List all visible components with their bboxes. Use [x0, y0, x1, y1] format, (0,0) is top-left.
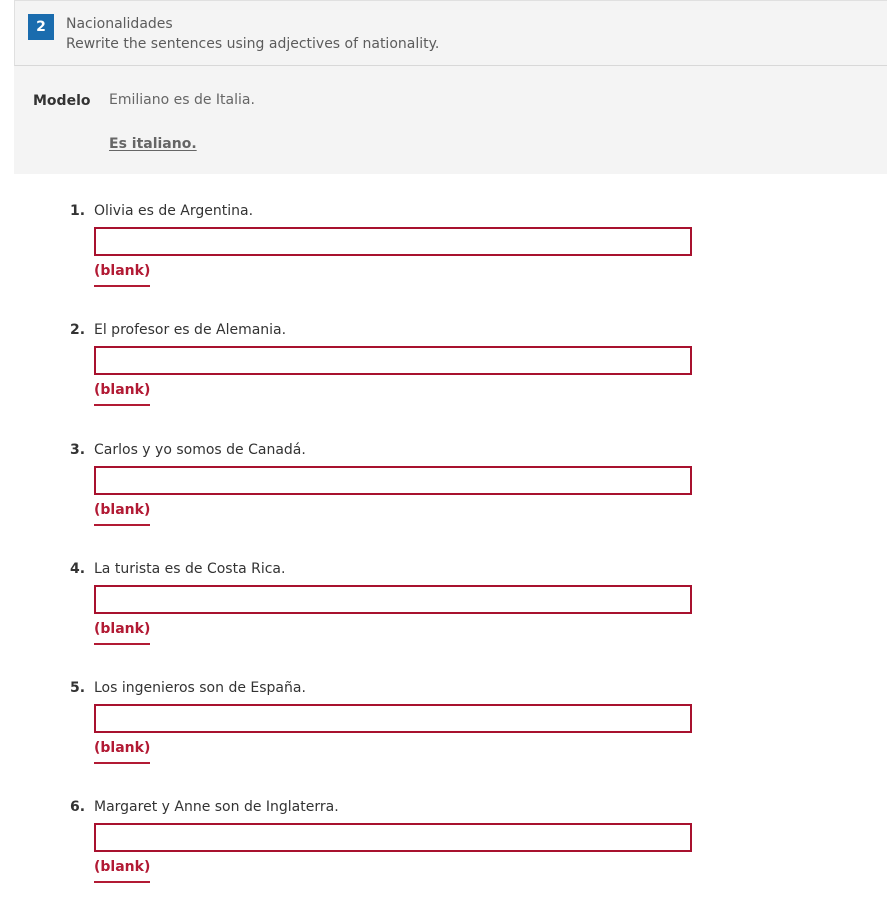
activity-instructions: Rewrite the sentences using adjectives of nationality. — [66, 36, 440, 52]
answer-feedback: (blank) — [94, 857, 150, 883]
question-prompt: Carlos y yo somos de Canadá. — [94, 442, 306, 458]
answer-feedback: (blank) — [94, 261, 150, 287]
question-number: 2. — [70, 322, 86, 338]
answer-feedback: (blank) — [94, 500, 150, 526]
model-label: Modelo — [33, 93, 91, 109]
question-item — [0, 320, 887, 439]
question-number: 4. — [70, 561, 86, 577]
answer-feedback: (blank) — [94, 619, 150, 645]
answer-input[interactable] — [94, 704, 692, 733]
question-prompt: La turista es de Costa Rica. — [94, 561, 286, 577]
question-item — [0, 440, 887, 559]
model-answer: Es italiano. — [109, 136, 197, 152]
question-item — [0, 559, 887, 678]
answer-input[interactable] — [94, 346, 692, 375]
model-example — [14, 66, 887, 174]
model-prompt: Emiliano es de Italia. — [109, 92, 255, 108]
question-prompt: El profesor es de Alemania. — [94, 322, 287, 338]
question-number: 3. — [70, 442, 86, 458]
answer-input[interactable] — [94, 585, 692, 614]
question-prompt: Olivia es de Argentina. — [94, 203, 254, 219]
answer-feedback: (blank) — [94, 380, 150, 406]
question-number: 5. — [70, 680, 86, 696]
question-number: 1. — [70, 203, 86, 219]
question-item — [0, 678, 887, 797]
question-prompt: Margaret y Anne son de Inglaterra. — [94, 799, 339, 815]
question-item — [0, 201, 887, 320]
question-prompt: Los ingenieros son de España. — [94, 680, 306, 696]
activity-number-badge: 2 — [28, 14, 54, 40]
answer-feedback: (blank) — [94, 738, 150, 764]
answer-input[interactable] — [94, 466, 692, 495]
activity-header — [14, 0, 887, 66]
answer-input[interactable] — [94, 823, 692, 852]
activity-title: Nacionalidades — [66, 16, 173, 32]
answer-input[interactable] — [94, 227, 692, 256]
question-item — [0, 797, 887, 916]
question-number: 6. — [70, 799, 86, 815]
